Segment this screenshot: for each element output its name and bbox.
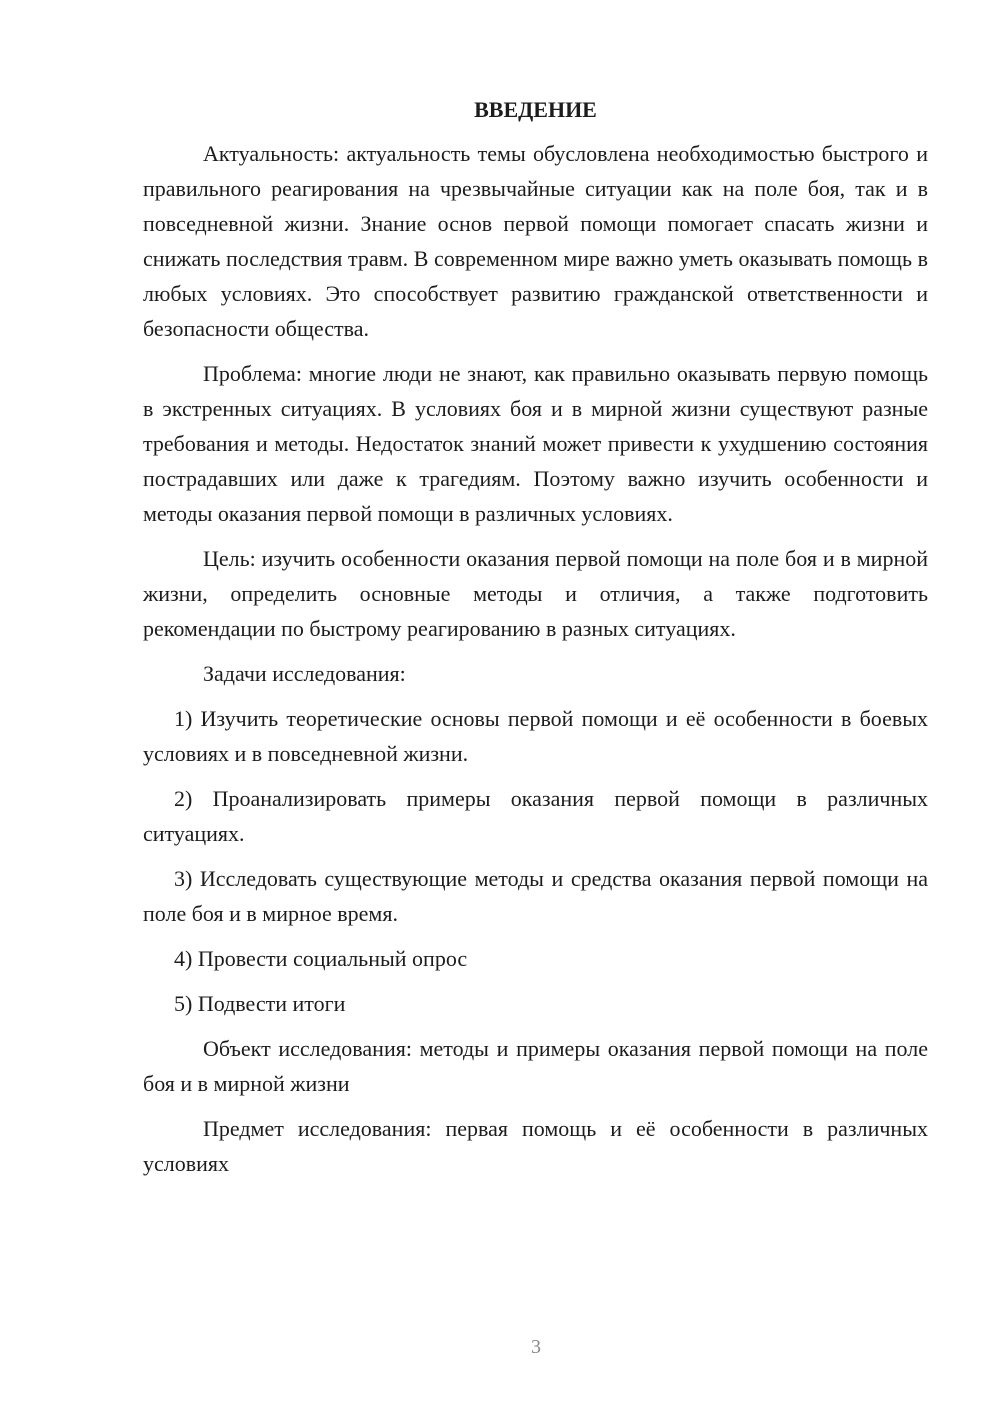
- page-number: 3: [531, 1336, 541, 1358]
- task-item-4: 4) Провести социальный опрос: [174, 946, 468, 971]
- problem-paragraph: Проблема: многие люди не знают, как правильно оказывать первую помощь в экстренных ситуациях. В условиях боя и в мирной жизни существуют разные требования и методы. Недостаток знаний может привести к ухудшению состояния пострадавших или даже к трагедиям. Поэтому важно изучить особенности и методы оказания первой помощи в различных условиях.: [143, 361, 928, 526]
- object-paragraph: Объект исследования: методы и примеры оказания первой помощи на поле боя и в мирной жизни: [143, 1036, 928, 1096]
- subject-paragraph: Предмет исследования: первая помощь и её особенности в различных условиях: [143, 1116, 928, 1176]
- task-item-1: 1) Изучить теоретические основы первой помощи и её особенности в боевых условиях и в повседневной жизни.: [143, 706, 928, 766]
- tasks-heading: Задачи исследования:: [203, 661, 406, 686]
- page-title: ВВЕДЕНИЕ: [474, 97, 597, 122]
- relevance-paragraph: Актуальность: актуальность темы обусловлена необходимостью быстрого и правильного реагирования на чрезвычайные ситуации как на поле боя, так и в повседневной жизни. Знание основ первой помощи помогает спасать жизни и снижать последствия травм. В современном мире важно уметь оказывать помощь в любых условиях. Это способствует развитию гражданской ответственности и безопасности общества.: [143, 141, 928, 341]
- goal-paragraph: Цель: изучить особенности оказания первой помощи на поле боя и в мирной жизни, определить основные методы и отличия, а также подготовить рекомендации по быстрому реагированию в разных ситуациях.: [143, 546, 928, 641]
- document-page: [143, 96, 928, 1191]
- task-item-3: 3) Исследовать существующие методы и средства оказания первой помощи на поле боя и в мирное время.: [143, 866, 928, 926]
- task-item-5: 5) Подвести итоги: [174, 991, 346, 1016]
- tasks-list: [143, 701, 928, 1021]
- task-item-2: 2) Проанализировать примеры оказания первой помощи в различных ситуациях.: [143, 786, 928, 846]
